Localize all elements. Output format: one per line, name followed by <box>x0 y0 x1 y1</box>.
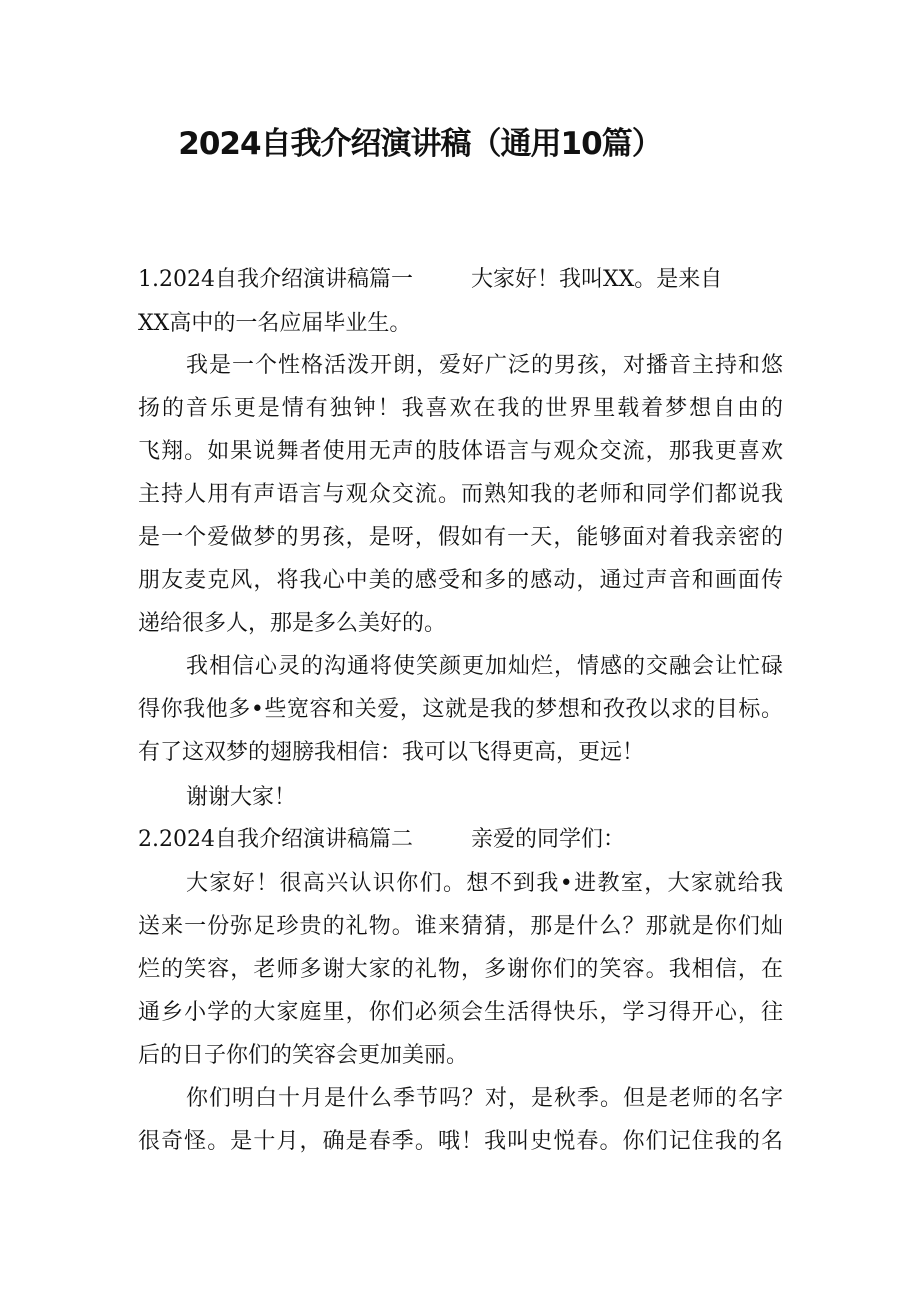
section-heading: 2.2024自我介绍演讲稿篇二 <box>138 827 413 852</box>
paragraph-line: 后的日子你们的笑容会更加美丽。 <box>138 1043 469 1068</box>
paragraph-line: XX高中的一名应届毕业生。 <box>138 311 412 336</box>
paragraph-line: 大家好！很高兴认识你们。想不到我•进教室，大家就给我 <box>186 871 783 896</box>
paragraph-line: 主持人用有声语言与观众交流。而熟知我的老师和同学们都说我 <box>138 482 783 507</box>
document-title: 2024自我介绍演讲稿（通用10篇） <box>178 126 662 162</box>
paragraph-line: 得你我他多•些宽容和关爱，这就是我的梦想和孜孜以求的目标。 <box>138 697 783 722</box>
paragraph-text: 亲爱的同学们： <box>470 827 625 852</box>
paragraph-line: 扬的音乐更是情有独钟！我喜欢在我的世界里载着梦想自由的 <box>138 396 783 421</box>
paragraph-line: 谢谢大家！ <box>186 785 297 810</box>
paragraph-line: 很奇怪。是十月，确是春季。哦！我叫史悦春。你们记住我的名 <box>138 1129 783 1154</box>
section-heading-line <box>138 265 722 295</box>
paragraph-line: 你们明白十月是什么季节吗？对，是秋季。但是老师的名字 <box>186 1086 783 1111</box>
paragraph-line: 是一个爱做梦的男孩，是呀，假如有一天，能够面对着我亲密的 <box>138 525 783 550</box>
paragraph-line: 递给很多人，那是多么美好的。 <box>138 611 447 636</box>
paragraph-line: 送来一份弥足珍贵的礼物。谁来猜猜，那是什么？那就是你们灿 <box>138 914 783 939</box>
paragraph-line: 我是一个性格活泼开朗，爱好广泛的男孩，对播音主持和悠 <box>186 353 783 378</box>
paragraph-line: 通乡小学的大家庭里，你们必须会生活得快乐，学习得开心，往 <box>138 1000 783 1025</box>
paragraph-text: 大家好！我叫XX。是来自 <box>470 267 723 292</box>
section-heading-line <box>138 825 625 855</box>
paragraph-line: 有了这双梦的翅膀我相信：我可以飞得更高，更远！ <box>138 740 645 765</box>
paragraph-line: 烂的笑容，老师多谢大家的礼物，多谢你们的笑容。我相信，在 <box>138 957 783 982</box>
paragraph-line: 朋友麦克风，将我心中美的感受和多的感动，通过声音和画面传 <box>138 568 783 593</box>
paragraph-line: 飞翔。如果说舞者使用无声的肢体语言与观众交流，那我更喜欢 <box>138 439 783 464</box>
paragraph-line: 我相信心灵的沟通将使笑颜更加灿烂，情感的交融会让忙碌 <box>186 654 783 679</box>
section-heading: 1.2024自我介绍演讲稿篇一 <box>138 267 413 292</box>
